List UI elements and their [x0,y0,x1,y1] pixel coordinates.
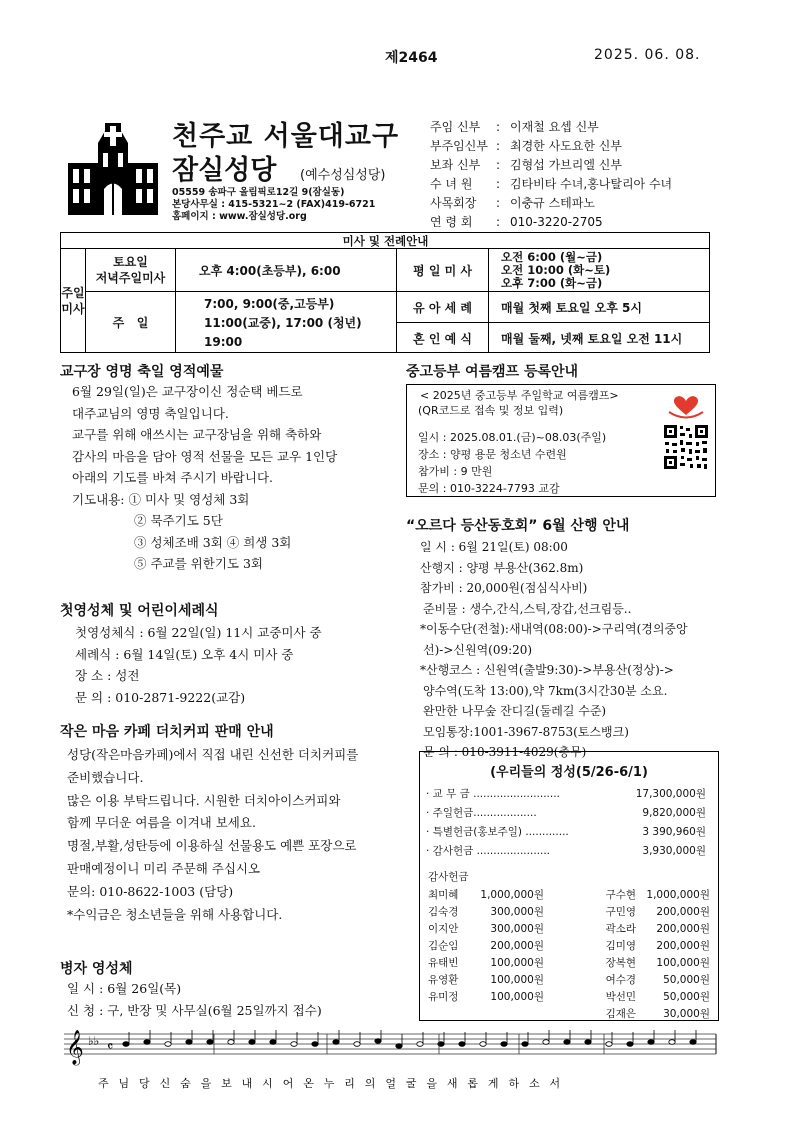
hiking-line: 산행지 : 양평 부용산(362.8m) [420,560,584,575]
svg-text:♭♭: ♭♭ [88,1034,100,1048]
svg-text:𝄞: 𝄞 [66,1030,84,1065]
music-note [669,1040,675,1045]
music-note [606,1042,612,1047]
music-note [690,1040,696,1045]
weekday-mass-label: 평 일 미 사 [397,249,489,292]
offering-box [419,751,719,1021]
music-note [417,1042,423,1047]
staff-role: 수 녀 원 [430,177,473,191]
offering-amount: 17,300,000원 [635,788,706,800]
saturday-evening-label: 토요일 저녁주일미사 [86,249,176,292]
donor-name: 김숙경 [428,906,459,918]
church-subtitle: (예수성심성당) [300,168,386,183]
donor-name: 유미정 [428,991,459,1003]
music-note [270,1040,276,1045]
staff-name: 이재철 요셉 신부 [510,120,599,134]
wedding-label: 혼 인 예 식 [397,323,489,353]
offering-total-row [426,785,706,804]
hiking-line: 완만한 나무숲 잔디길(둘레길 수준) [423,704,607,718]
staff-role: 부주임신부 [430,139,488,153]
offering-amount: 3 390,960원 [642,826,706,838]
sick-communion-title: 병자 영성체 [60,961,133,977]
wedding-value: 매월 둘째, 넷째 토요일 오전 11시 [501,331,683,346]
sunday-time: 7:00, 9:00(중,고등부) [204,297,335,311]
communion-line: 문 의 : 010-2871-9222(교감) [75,689,246,705]
music-note [333,1040,339,1045]
camp-box [406,384,716,497]
cafe-title: 작은 마음 카페 더치커피 판매 안내 [60,724,274,740]
offering-title: (우리들의 정성(5/26-6/1) [490,765,648,780]
hiking-line: 선)->신원역(09:20) [423,642,533,657]
donor-name: 김재은 [605,1008,636,1020]
music-note [627,1042,633,1047]
offering-totals [426,785,706,861]
schedule-title: 미사 및 전례안내 [61,233,710,249]
camp-title: 중고등부 여름캠프 등록안내 [406,364,579,380]
feast-line: 아래의 기도를 바쳐 주시기 바랍니다. [72,470,273,485]
offering-total-row [426,842,706,861]
church-homepage: 홈페이지 : www.잠실성당.org [172,211,307,222]
church-logo [68,123,158,215]
hiking-title: “오르다 등산동호회” 6월 산행 안내 [406,518,630,534]
weekday-time: 오후 7:00 (화~금) [501,276,603,290]
sick-line: 일 시 : 6월 26일(목) [67,981,182,996]
communion-body [75,622,395,708]
camp-qr-code [661,393,711,473]
weekday-time: 오전 10:00 (화~토) [501,263,611,277]
donor-name: 유영환 [428,974,459,986]
camp-line: 문의 : 010-3224-7793 교감 [418,482,560,495]
offering-label: · 주일헌금................... [426,807,537,819]
offering-label: · 특별헌금(홍보주일) ............. [426,826,569,838]
offering-label: · 감사헌금 ...................... [426,845,551,857]
donor-name: 이지안 [428,923,459,935]
camp-details [418,429,606,497]
prayer-item: ⑤ 주교를 위한기도 3회 [134,556,263,571]
hymn-lyrics: 주 님 당 신 숨 을 보 내 시 어 온 누 리 의 얼 굴 을 새 롭 게 하 소 서 [98,1077,564,1090]
staff-name: 이충규 스테파노 [510,196,595,210]
feast-line: 대주교님의 영명 축일입니다. [72,405,229,421]
music-note [144,1040,150,1045]
sunday-time: 19:00 [204,335,243,349]
music-note [207,1040,213,1045]
camp-line: 참가비 : 9 만원 [418,465,493,478]
issue-date: 2025. 06. 08. [594,47,701,63]
cafe-line: 명절,부활,성탄등에 이용하실 선물용도 예쁜 포장으로 [67,838,357,854]
donor-row [428,954,710,971]
church-address: 05559 송파구 올림픽로12길 9(잠실동) [172,187,345,198]
staff-row: 부주임신부 : 최경한 사도요한 신부 [430,137,672,156]
donor-amount: 30,000원 [663,1008,710,1020]
music-note [585,1040,591,1045]
donor-name: 최미혜 [428,889,459,901]
music-note [354,1042,360,1047]
offering-amount: 9,820,000원 [642,807,706,819]
sick-communion-body [67,978,397,1021]
staff-row: 연 령 회 : 010-3220-2705 [430,213,672,232]
camp-line: 일시 : 2025.08.01.(금)~08.03(주일) [418,431,607,444]
donor-amount: 50,000원 [663,991,710,1003]
donor-amount: 100,000원 [490,957,544,969]
archdiocese-title: 천주교 서울대교구 [172,121,400,152]
communion-line: 장 소 : 성전 [75,668,140,683]
staff-name: 김타비타 수녀,홍나탈리아 수녀 [510,177,673,191]
offering-amount: 3,930,000원 [642,845,706,857]
communion-line: 세례식 : 6월 14일(토) 오후 4시 미사 중 [75,646,294,662]
hiking-line: 양수역(도착 13:00),약 7km(3시간30분 소요. [423,683,668,698]
cafe-body [67,744,397,926]
church-name: 잠실성당 [172,155,277,186]
prayer-item: ③ 성체조배 3회 ④ 희생 3회 [134,534,292,550]
weekday-mass-times [489,249,710,292]
cafe-line: 문의: 010-8622-1003 (담당) [67,883,234,899]
communion-title: 첫영성체 및 어린이세례식 [60,603,219,619]
offering-total-row [426,823,706,842]
cafe-line: 판매예정이니 미리 주문해 주십시오 [67,860,261,876]
donor-name: 박선민 [605,991,636,1003]
staff-row: 보좌 신부 : 김형섭 가브리엘 신부 [430,156,672,175]
infant-baptism-label: 유 아 세 례 [397,292,489,323]
staff-name: 010-3220-2705 [510,215,603,229]
donor-name: 김미영 [605,940,636,952]
issue-number: 제2464 [385,50,438,66]
donor-amount: 200,000원 [656,906,710,918]
camp-box-title: < 2025년 중고등부 주일학교 여름캠프> [420,389,619,402]
donor-amount: 100,000원 [656,957,710,969]
donor-name: 김순임 [428,940,459,952]
church-office-phone: 본당사무실 : 415-5321~2 (FAX)419-6721 [172,199,376,210]
donor-name: 곽소라 [605,923,636,935]
feast-line: 6월 29일(일)은 교구장이신 정순택 베드로 [72,384,303,399]
hiking-body [420,537,725,763]
hiking-line: 준비물 : 생수,간식,스틱,장갑,선크림등.. [423,601,632,616]
music-notes [123,1030,696,1054]
sunday-mass-label: 주일 미사 [61,249,86,353]
offering-total-row [426,804,706,823]
offering-label: · 교 무 금 .......................... [426,788,560,800]
donor-row [428,903,710,920]
donor-name: 유태빈 [428,957,459,969]
sunday-mass-times [176,292,397,353]
donor-amount: 100,000원 [490,991,544,1003]
donor-amount: 1,000,000원 [480,889,544,901]
donor-amount [480,1005,544,1022]
cafe-line: *수익금은 청소년들을 위해 사용합니다. [67,906,283,922]
sick-line: 신 청 : 구, 반장 및 사무실(6월 25일까지 접수) [67,1002,322,1018]
donor-amount: 200,000원 [656,923,710,935]
music-note [543,1040,549,1045]
hiking-line: *이동수단(전철):새내역(08:00)->구리역(경의중앙 [420,622,688,636]
cafe-line: 성당(작은마음카페)에서 직접 내린 신선한 더치커피를 [67,747,359,762]
donor-name: 장복현 [605,957,636,969]
donor-amount: 300,000원 [490,923,544,935]
music-note [459,1042,465,1047]
donor-name: 여수경 [605,974,636,986]
staff-role: 보좌 신부 [430,158,481,172]
donor-row [428,1005,710,1022]
donor-row [428,886,710,903]
feast-body [72,381,392,575]
communion-line: 첫영성체식 : 6월 22일(일) 11시 교중미사 중 [75,625,322,640]
music-note [480,1042,486,1047]
staff-role: 사목회장 [430,196,477,210]
donor-amount: 300,000원 [490,906,544,918]
donor-amount: 100,000원 [490,974,544,986]
hiking-line: 참가비 : 20,000원(점심식사비) [420,581,588,595]
staff-role: 주임 신부 [430,120,481,134]
svg-text:𝄴: 𝄴 [107,1039,114,1055]
music-note [396,1044,402,1049]
music-note [648,1040,654,1045]
music-note [375,1039,381,1044]
staff-row: 주임 신부 : 이재철 요셉 신부 [430,118,672,137]
sunday-label: 주 일 [86,292,176,353]
staff-name: 김형섭 가브리엘 신부 [510,158,622,172]
prayer-label: 기도내용: ① 미사 및 영성체 3회 [72,491,250,507]
cafe-line: 준비했습니다. [67,769,144,785]
donor-amount: 1,000,000원 [646,889,710,901]
donor-name: 구수현 [605,889,636,901]
donor-name: 구민영 [605,906,636,918]
donor-row [428,971,710,988]
thanks-offering-label: 감사헌금 [428,871,469,883]
music-staff [64,1030,719,1092]
donor-amount: 200,000원 [490,940,544,952]
camp-qr-note: (QR코드로 접속 및 정보 입력) [418,404,564,417]
donor-amount: 200,000원 [656,940,710,952]
music-note [165,1042,171,1047]
donor-name [428,1005,480,1022]
prayer-item: ② 묵주기도 5단 [134,513,223,528]
feast-line: 감사의 마음을 담아 영적 선물을 모든 교우 1인당 [72,448,338,464]
music-note [501,1042,507,1047]
hiking-line: 모임통장:1001-3967-8753(토스뱅크) [423,724,629,739]
camp-line: 장소 : 양평 용문 청소년 수련원 [418,448,567,461]
music-note [228,1040,234,1045]
donor-row [428,988,710,1005]
music-note [522,1042,528,1047]
music-note [312,1042,318,1047]
music-note [564,1040,570,1045]
donor-row [428,937,710,954]
hiking-line: 문 의 : 010-3911-4029(총무) [423,745,587,759]
hiking-line: *산행코스 : 신원역(출발9:30)->부용산(정상)-> [420,663,674,677]
music-note [123,1042,129,1047]
donor-amount: 50,000원 [663,974,710,986]
cafe-line: 함께 무더운 여름을 이겨내 보세요. [67,815,256,831]
cafe-line: 많은 이용 부탁드립니다. 시원한 더치아이스커피와 [67,792,341,808]
donor-row [428,920,710,937]
music-note [291,1042,297,1047]
staff-name: 최경한 사도요한 신부 [510,139,622,153]
saturday-mass-times: 오후 4:00(초등부), 6:00 [176,249,397,292]
donor-table [428,886,710,1022]
staff-list [430,118,672,232]
staff-row: 사목회장 : 이충규 스테파노 [430,194,672,213]
staff-role: 연 령 회 [430,215,473,229]
staff-row: 수 녀 원 : 김타비타 수녀,홍나탈리아 수녀 [430,175,672,194]
music-note [249,1040,255,1045]
mass-schedule-table [60,232,710,353]
music-note [186,1040,192,1045]
feast-title: 교구장 영명 축일 영적예물 [60,364,224,380]
infant-baptism-value: 매월 첫째 토요일 오후 5시 [489,292,710,323]
hiking-line: 일 시 : 6월 21일(토) 08:00 [420,540,568,554]
feast-line: 교구를 위해 애쓰시는 교구장님을 위해 축하와 [72,427,322,442]
sunday-time: 11:00(교중), 17:00 (청년) [204,316,362,330]
weekday-time: 오전 6:00 (월~금) [501,250,603,264]
